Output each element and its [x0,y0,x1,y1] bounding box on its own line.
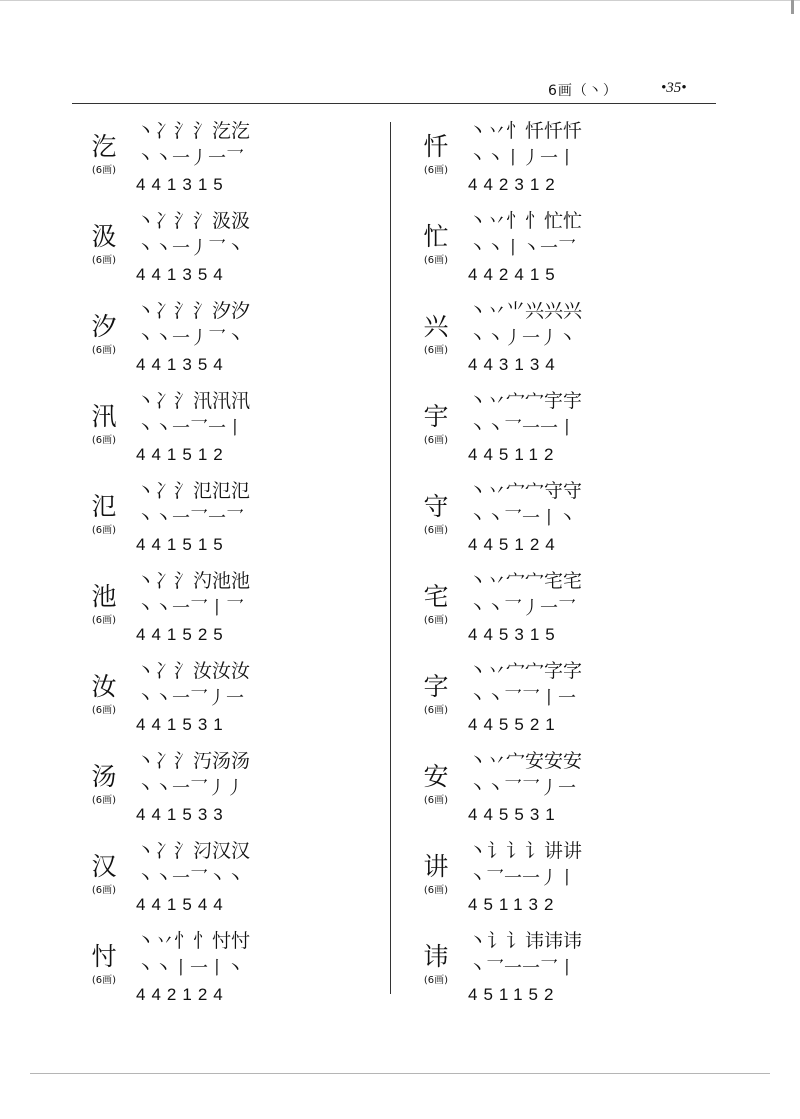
character-entry [412,298,712,388]
stroke-code: 442312 [468,175,561,194]
character-entry [412,568,712,658]
stroke-code: 445521 [468,715,561,734]
entry-character: 汤 [91,762,117,791]
stroke-sequence: 丶丶乛乛丨一 [468,688,576,709]
stroke-code: 441531 [136,715,229,734]
stroke-sequence: 丶丶丨丶一乛 [468,238,576,259]
character-entry [80,658,380,748]
entry-character: 汝 [91,672,117,701]
stroke-count-label: (6画) [423,435,449,446]
stroke-code: 445315 [468,625,561,644]
character-entry [412,928,712,1018]
stroke-code: 441354 [136,355,229,374]
entry-character: 池 [91,582,117,611]
stroke-count-label: (6画) [91,615,117,626]
entry-character: 汉 [91,852,117,881]
stroke-progression: 丶冫氵汛汛汛 [136,390,251,412]
left-column [80,118,380,1018]
stroke-code: 441544 [136,895,229,914]
character-entry [412,208,712,298]
entry-character: 汛 [91,402,117,431]
entry-character: 宇 [423,402,449,431]
entry-character: 守 [423,492,449,521]
stroke-progression: 丶讠讠讳讳讳 [468,930,583,952]
page-edge-mark [791,0,794,14]
stroke-code: 441315 [136,175,229,194]
stroke-code: 443134 [468,355,561,374]
stroke-sequence: 丶丶丿一丿丶 [468,328,576,349]
stroke-code: 441512 [136,445,229,464]
stroke-count-label: (6画) [91,795,117,806]
stroke-progression: 丶丷宀安安安 [468,750,583,772]
stroke-sequence: 丶丶一乛一乛 [136,508,244,529]
stroke-progression: 丶讠讠讠讲讲 [468,840,583,862]
entry-character: 忖 [91,942,117,971]
stroke-progression: 丶冫氵氾氾氾 [136,480,251,502]
entry-character: 兴 [423,312,449,341]
stroke-code: 445531 [468,805,561,824]
stroke-count-label: (6画) [91,705,117,716]
character-entry [80,298,380,388]
stroke-progression: 丶冫氵氵汐汐 [136,300,251,322]
stroke-code: 442415 [468,265,561,284]
stroke-progression: 丶冫氵汋池池 [136,570,251,592]
stroke-sequence: 丶丶一丿一乛 [136,148,244,169]
character-entry [412,118,712,208]
stroke-code: 451152 [468,985,560,1004]
character-entry [80,748,380,838]
stroke-count-label: (6画) [423,345,449,356]
header-rule [72,103,716,104]
entry-character: 忏 [423,132,449,161]
stroke-sequence: 丶丶一乛丶丶 [136,868,244,889]
stroke-sequence: 丶丶一乛丿丿 [136,778,244,799]
stroke-sequence: 丶乛一一乛丨 [468,958,576,979]
character-entry [80,928,380,1018]
stroke-sequence: 丶丶乛乛丿一 [468,778,576,799]
stroke-count-label: (6画) [423,615,449,626]
column-divider [390,122,391,994]
stroke-sequence: 丶丶一乛一丨 [136,418,244,439]
stroke-progression: 丶冫氵汅汤汤 [136,750,251,772]
stroke-code: 445124 [468,535,561,554]
character-entry [80,388,380,478]
entry-character: 汲 [91,222,117,251]
entry-character: 忙 [423,222,449,251]
stroke-sequence: 丶丶乛一丨丶 [468,508,576,529]
character-entry [80,568,380,658]
stroke-count-label: (6画) [423,255,449,266]
stroke-code: 441533 [136,805,229,824]
stroke-progression: 丶丷宀宀守守 [468,480,583,502]
stroke-count-label: (6画) [423,795,449,806]
stroke-code: 441525 [136,625,229,644]
entry-character: 宅 [423,582,449,611]
stroke-progression: 丶丷忄忄忙忙 [468,210,583,232]
character-entry [412,388,712,478]
character-entry [412,478,712,568]
entry-character: 讳 [423,942,449,971]
character-entry [412,838,712,928]
stroke-sequence: 丶丶一丿乛丶 [136,238,244,259]
stroke-count-label: (6画) [91,435,117,446]
stroke-sequence: 丶丶丨丿一丨 [468,148,576,169]
stroke-progression: 丶冫氵汈汉汉 [136,840,251,862]
right-column [412,118,712,1018]
stroke-progression: 丶冫氵氵汔汔 [136,120,251,142]
stroke-progression: 丶冫氵汝汝汝 [136,660,251,682]
stroke-count-label: (6画) [423,165,449,176]
stroke-code: 441515 [136,535,229,554]
stroke-progression: 丶丷⺌兴兴兴 [468,300,583,322]
stroke-count-label: (6画) [91,165,117,176]
character-entry [80,478,380,568]
entry-character: 讲 [423,852,449,881]
entry-character: 汔 [91,132,117,161]
stroke-sequence: 丶丶丨一丨丶 [136,958,244,979]
stroke-sequence: 丶丶乛一一丨 [468,418,576,439]
stroke-sequence: 丶丶一乛丨乛 [136,598,244,619]
stroke-code: 445112 [468,445,560,464]
entry-character: 氾 [91,492,117,521]
character-entry [412,748,712,838]
stroke-sequence: 丶丶乛丿一乛 [468,598,576,619]
stroke-count-label: (6画) [91,345,117,356]
bottom-rule [30,1073,770,1074]
page-number: •35• [661,80,687,96]
stroke-count-label: (6画) [91,525,117,536]
running-head: 6画（丶） [548,83,618,99]
stroke-progression: 丶丷忄忄忖忖 [136,930,251,952]
stroke-progression: 丶丷宀宀字字 [468,660,583,682]
stroke-count-label: (6画) [423,525,449,536]
stroke-count-label: (6画) [91,255,117,266]
stroke-count-label: (6画) [91,885,117,896]
stroke-progression: 丶丷宀宀宅宅 [468,570,583,592]
entry-character: 字 [423,672,449,701]
stroke-count-label: (6画) [91,975,117,986]
stroke-sequence: 丶丶一乛丿一 [136,688,244,709]
character-entry [80,838,380,928]
stroke-sequence: 丶丶一丿乛丶 [136,328,244,349]
stroke-count-label: (6画) [423,975,449,986]
entry-character: 安 [423,762,449,791]
stroke-code: 442124 [136,985,229,1004]
stroke-code: 441354 [136,265,229,284]
stroke-progression: 丶丷宀宀宇宇 [468,390,583,412]
stroke-progression: 丶冫氵氵汲汲 [136,210,251,232]
stroke-count-label: (6画) [423,705,449,716]
stroke-code: 451132 [468,895,560,914]
top-rule [0,0,800,1]
stroke-count-label: (6画) [423,885,449,896]
stroke-progression: 丶丷忄忏忏忏 [468,120,583,142]
entry-character: 汐 [91,312,117,341]
character-entry [412,658,712,748]
character-entry [80,208,380,298]
character-entry [80,118,380,208]
stroke-sequence: 丶乛一一丿丨 [468,868,576,889]
